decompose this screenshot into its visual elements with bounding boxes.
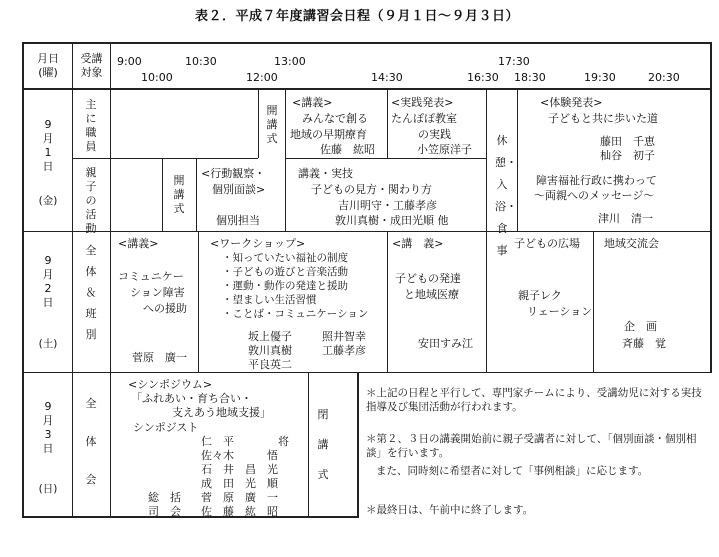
time-1430: 14:30	[371, 71, 403, 84]
header-target-label: 受講	[80, 52, 103, 65]
day1-weekday: (金)	[38, 195, 58, 207]
day3-date: 9月3日	[42, 400, 54, 455]
time-1300: 13:00	[274, 55, 306, 68]
day2-workshop-speaker-l3: 平良英二	[248, 358, 292, 371]
day2-target: 全体＆班別	[85, 244, 97, 341]
day1-v3	[387, 90, 388, 158]
day3-panelist4: 成 田 光 順	[201, 477, 278, 490]
day3-weekday: (日)	[38, 483, 58, 495]
day3-v1	[308, 372, 309, 518]
day2-workshop-item5: ・ことば・コミュニケーション	[222, 308, 369, 320]
day2-lecture2-line2: と地域医療	[404, 288, 459, 301]
day1-practice-speaker: 小笠原洋子	[417, 143, 472, 156]
day1-lecture-line1: みんなで創る	[302, 112, 368, 125]
time-1730: 17:30	[498, 55, 530, 68]
day1-date: 9月1日	[42, 118, 54, 173]
day3-symposium-label: <シンポジウム>	[128, 378, 213, 391]
page-title: 表２．平成７年度講習会日程（９月１日〜９月３日）	[195, 9, 520, 24]
time-1930: 19:30	[584, 71, 616, 84]
day2-weekday: (土)	[38, 338, 58, 350]
note-4: ＊最終日は、午前中に終了します。	[366, 504, 534, 516]
day2-workshop-speaker-l2: 敦川真樹	[248, 344, 292, 357]
day2-lecture2-line1: 子どもの発達	[395, 272, 461, 285]
header-divider	[22, 88, 712, 90]
day2-workshop-item2: ・子どもの遊びと音楽活動	[222, 266, 348, 278]
day1-practice-lecture-title: 講義・実技	[298, 167, 353, 180]
day2-workshop-item1: ・知っていたい福祉の制度	[222, 252, 348, 264]
day2-plaza-line1: 親子レク	[518, 289, 562, 302]
day1-target-staff: 主に職員	[85, 98, 97, 153]
time-2030: 20:30	[648, 71, 680, 84]
border-right-day3	[357, 372, 359, 518]
day1-experience-title: 子どもと共に歩いた道	[548, 112, 658, 125]
day3-panelist3: 石 井 昌 光	[201, 463, 278, 476]
day1-lecture-line2: 地域の早期療育	[290, 128, 367, 141]
day1-practice-lecture-speakers2: 敦川真樹・成田光順 他	[335, 214, 449, 227]
note-2: ＊第２、３日の講義開始前に親子受講者に対して、「個別面談・個別相談」を行います。	[366, 433, 697, 459]
time-1030: 10:30	[185, 55, 217, 68]
day3-target: 全体会	[85, 397, 97, 486]
time-1000: 10:00	[141, 71, 173, 84]
border-top	[22, 42, 712, 44]
day1-observation-label: <行動観察・	[201, 167, 266, 180]
note-3: また、同時刻に希望者に対して「事例相談」に応じます。	[376, 465, 649, 477]
day1-lecture-speaker: 佐藤 紘昭	[320, 143, 375, 156]
day1-opening-ceremony: 開講式	[266, 104, 278, 145]
day2-lecture-speaker: 菅原 廣一	[132, 351, 187, 364]
day1-practice-line2: の実践	[418, 128, 451, 141]
day1-opening-ceremony-2: 開講式	[173, 174, 185, 215]
day2-date: 9月2日	[42, 254, 54, 309]
day2-exchange-role: 企 画	[624, 320, 657, 333]
border-right	[710, 42, 712, 372]
day1-observation-person: 個別担当	[216, 214, 260, 227]
day1-split-right	[285, 158, 486, 159]
day2-divider	[22, 372, 712, 373]
day1-practice-lecture-sub: 子どもの見方・関わり方	[311, 183, 432, 196]
day2-lecture-line1: コミュニケー	[118, 270, 184, 283]
day1-v2	[285, 90, 286, 231]
day2-exchange-title: 地域交流会	[604, 237, 659, 250]
header-date-label: 月日	[37, 52, 59, 65]
day1-practice-label: <実践発表>	[391, 96, 454, 109]
day2-lecture2-speaker: 安田すみ江	[418, 337, 473, 350]
header-weekday-label: (曜)	[38, 66, 58, 79]
col-divider-target	[110, 42, 111, 518]
day1-v5	[517, 90, 518, 231]
day2-plaza-title: 子どもの広場	[514, 237, 580, 250]
day2-workshop-speaker-l1: 坂上優子	[248, 330, 292, 343]
time-1200: 12:00	[246, 71, 278, 84]
day1-experience-label: <体験発表>	[540, 96, 603, 109]
day3-summary-label: 総 括	[148, 491, 181, 504]
day2-lecture-line2: ション障害	[130, 286, 185, 299]
day1-experience-speaker2: 杣谷 初子	[600, 149, 655, 162]
day1-practice-lecture-speakers1: 吉川明守・工藤孝彦	[338, 199, 437, 212]
day3-panelist2: 佐々木 悟	[201, 449, 278, 462]
day3-panelist1: 仁 平 将	[201, 435, 289, 448]
day2-plaza-line2: リェーション	[527, 305, 593, 318]
day1-target-parents: 親子の活動	[85, 166, 97, 235]
day1-v1	[258, 90, 259, 158]
day2-lecture-line3: への援助	[143, 302, 187, 315]
day2-v2	[387, 231, 388, 372]
note-1: ＊上記の日程と平行して、専門家チームにより、受講幼児に対する実技指導及び集団活動が行われます。	[366, 387, 702, 413]
day2-v1	[198, 231, 199, 372]
day2-workshop-item3: ・運動・動作の発達と援助	[222, 280, 348, 292]
day3-moderator-label: 司 会	[148, 505, 181, 518]
day2-v3	[593, 231, 594, 372]
time-1830: 18:30	[514, 71, 546, 84]
col-divider-date	[72, 42, 73, 518]
time-0900: 9:00	[117, 55, 142, 68]
day2-lecture-label: <講義>	[118, 237, 159, 250]
day1-lecture-label: <講義>	[292, 96, 333, 109]
day1-v6	[162, 158, 163, 231]
day1-admin-title: 障害福祉行政に携わって	[536, 174, 657, 187]
day3-closing-ceremony: 閉講式	[317, 408, 329, 481]
time-1630: 16:30	[467, 71, 499, 84]
day3-summary-name: 菅 原 廣 一	[201, 491, 278, 504]
day2-workshop-speaker-r1: 照井智幸	[322, 330, 366, 343]
day1-rest-break: 休憩・入浴・食事	[495, 134, 517, 257]
day1-divider	[22, 231, 712, 232]
day1-v4	[486, 90, 487, 372]
day3-symposists-label: シンポジスト	[133, 421, 199, 434]
day1-observation-label-2: 個別面談>	[212, 183, 266, 196]
day3-moderator-name: 佐 藤 紘 昭	[201, 505, 278, 518]
day3-symposium-title1: 「ふれあい・育ち合い・	[131, 392, 252, 405]
day2-exchange-name: 斉藤 覚	[622, 337, 666, 350]
day1-experience-speaker1: 藤田 千恵	[600, 135, 655, 148]
day1-practice-line1: たんぽぽ教室	[391, 112, 457, 125]
day2-workshop-label: <ワークショップ>	[210, 237, 306, 250]
day1-v7	[196, 158, 197, 231]
day2-workshop-speaker-r2: 工藤孝彦	[322, 344, 366, 357]
day1-admin-speaker: 津川 清一	[598, 212, 653, 225]
day2-lecture2-label: <講 義>	[392, 237, 444, 250]
day1-split-left	[72, 158, 258, 159]
day1-admin-subtitle: 〜両親へのメッセージ〜	[534, 189, 655, 202]
day2-workshop-item4: ・望ましい生活習慣	[222, 294, 317, 306]
day3-symposium-title2: 支えあう地域支援」	[172, 406, 271, 419]
header-target-label-2: 対象	[80, 66, 103, 79]
